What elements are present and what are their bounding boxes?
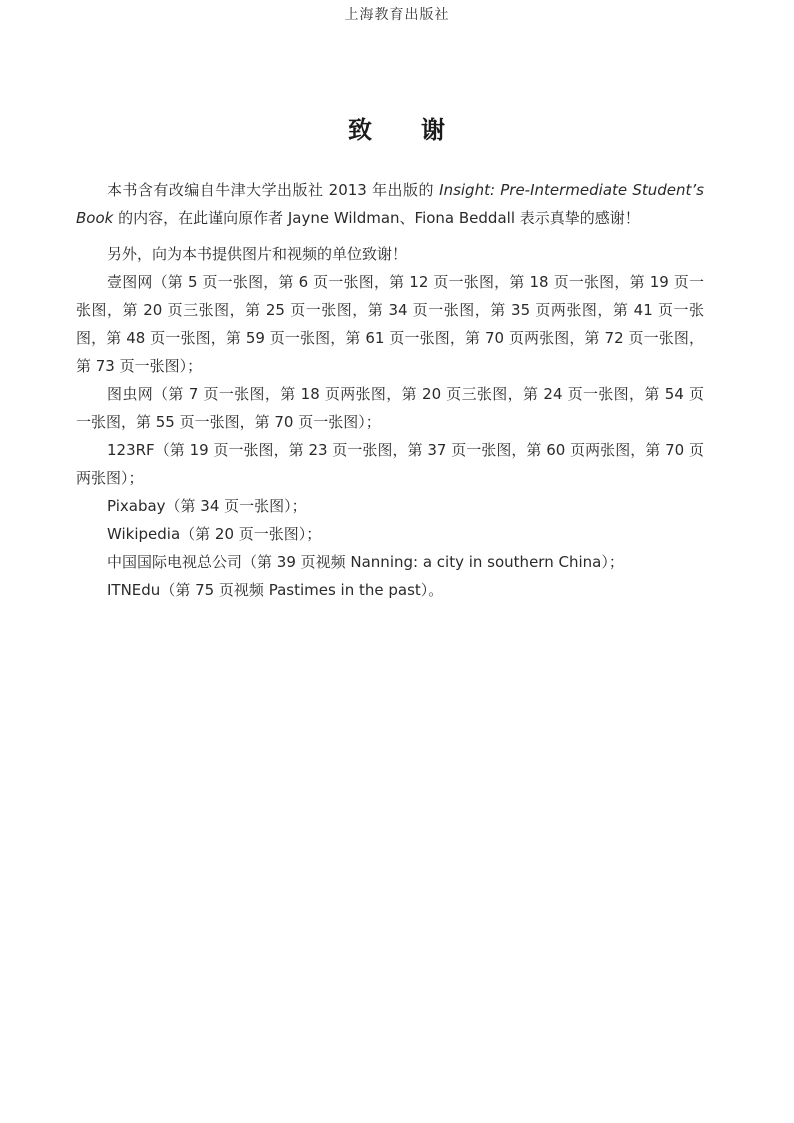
title-char-2: 谢 xyxy=(421,116,446,144)
acknowledgement-body xyxy=(76,176,704,604)
intro-text-before: 本书含有改编自牛津大学出版社 2013 年出版的 xyxy=(107,181,440,199)
running-header xyxy=(0,4,794,24)
title-char-1: 致 xyxy=(348,116,373,144)
credit-itnedu: ITNEdu（第 75 页视频 Pastimes in the past）。 xyxy=(107,581,444,599)
publisher-name: 上海教育出版社 xyxy=(344,7,450,23)
intro-text-after: 的内容，在此谨向原作者 Jayne Wildman、Fiona Beddall 表示真挚的感谢！ xyxy=(113,209,640,227)
credit-wikipedia: Wikipedia（第 20 页一张图）； xyxy=(107,525,322,543)
page-title xyxy=(0,110,794,145)
thanks-paragraph: 另外，向为本书提供图片和视频的单位致谢！ xyxy=(107,245,408,263)
credit-cctv: 中国国际电视总公司（第 39 页视频 Nanning: a city in southern China）； xyxy=(107,553,624,571)
credit-tuchong: 图虫网（第 7 页一张图，第 18 页两张图，第 20 页三张图，第 24 页一张图，第 54 页一张图，第 55 页一张图，第 70 页一张图）； xyxy=(76,385,704,431)
credit-yitu: 壹图网（第 5 页一张图，第 6 页一张图，第 12 页一张图，第 18 页一张图，第 19 页一张图，第 20 页三张图，第 25 页一张图，第 34 页一张图，第 35 页两张图，第 41 页一张图，第 48 页一张图，第 59 页一张图，第 61 页一张图，第 70 页两张图，第 72 页一张图，第 73 页一张图）； xyxy=(76,273,704,375)
book-title: Insight: Pre-Intermediate Student’s Book xyxy=(76,181,704,227)
credit-123rf: 123RF（第 19 页一张图，第 23 页一张图，第 37 页一张图，第 60 页两张图，第 70 页两张图）； xyxy=(76,441,704,487)
credit-pixabay: Pixabay（第 34 页一张图）； xyxy=(107,497,307,515)
intro-paragraph xyxy=(76,176,704,232)
